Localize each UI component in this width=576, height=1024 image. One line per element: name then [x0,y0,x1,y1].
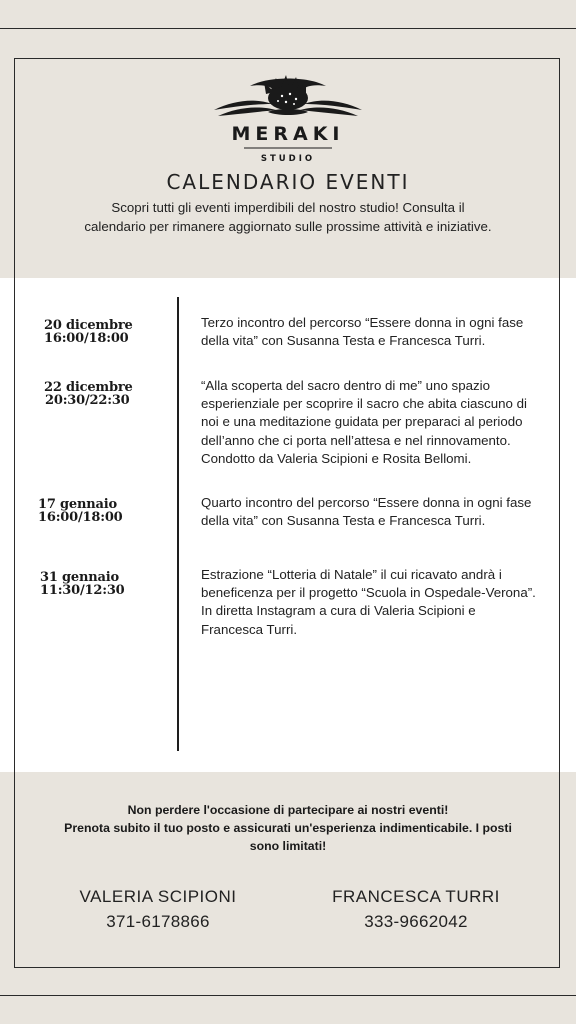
logo-wordmark: MERAKI [231,123,345,145]
cta-line-1: Non perdere l'occasione di partecipare ai nostri eventi! [127,803,449,817]
event-time: 16:00/18:00 [38,510,123,525]
event-day: 20 dicembre [44,318,133,333]
logo-subtitle: STUDIO [260,154,316,164]
intro-text: Scopri tutti gli eventi imperdibili del nostro studio! Consulta il calendario per rimanere aggiornato sulle prossime attività e iniziative. [84,200,492,234]
event-day: 17 gennaio [38,497,117,512]
event-time: 16:00/18:00 [44,331,129,346]
cta-line-2: Prenota subito il tuo posto e assicurati un'esperienza indimenticabile. I posti sono limitati! [64,821,512,853]
event-day: 22 dicembre [44,380,133,395]
event-time: 11:30/12:30 [40,583,125,598]
event-day: 31 gennaio [40,570,119,585]
contact-name: FRANCESCA TURRI [332,887,500,906]
event-description: “Alla scoperta del sacro dentro di me” uno spazio esperienziale per scoprire il sacro che abita ciascuno di noi e una meditazione guidata per preparaci al periodo dell’anno che ci porta nell’attesa e nel rinnovamento. Condotto da Valeria Scipioni e Rosita Bellomi. [201,378,527,466]
contact-name: VALERIA SCIPIONI [79,887,237,906]
contact-phone[interactable]: 371-6178866 [106,912,210,931]
event-time: 20:30/22:30 [45,393,130,408]
event-description: Terzo incontro del percorso “Essere donna in ogni fase della vita” con Susanna Testa e Francesca Turri. [201,315,524,349]
bottom-divider [0,995,576,996]
event-description: Quarto incontro del percorso “Essere donna in ogni fase della vita” con Susanna Testa e Francesca Turri. [201,495,532,529]
contact-phone[interactable]: 333-9662042 [364,912,468,931]
event-description: Estrazione “Lotteria di Natale” il cui ricavato andrà i beneficenza per il progetto “Scuola in Ospedale-Verona”. In diretta Instagram a cura di Valeria Scipioni e Francesca Turri. [201,567,536,637]
page-title: CALENDARIO EVENTI [166,170,410,194]
page-frame [14,58,560,968]
